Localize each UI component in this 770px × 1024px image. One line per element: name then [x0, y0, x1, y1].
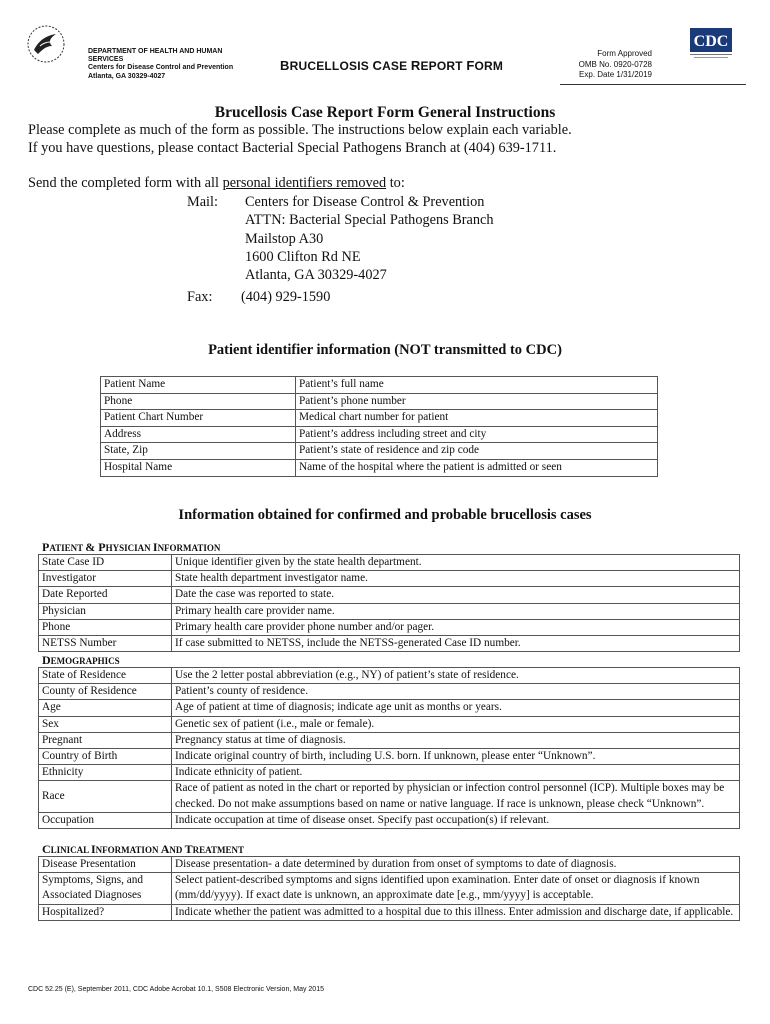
table-cell-description: Race of patient as noted in the chart or reported by physician or infection control personnel (ICP). Multiple boxes may be checked. Do not make assumptions based on name or native language. If race is unknown, please check “Unknown”.: [172, 781, 740, 812]
clinical-table: [38, 856, 740, 921]
expiration-date: Exp. Date 1/31/2019: [579, 70, 652, 79]
form-approved-text: Form Approved: [597, 49, 652, 58]
mail-line-5: Atlanta, GA 30329-4027: [245, 267, 387, 283]
form-title-part-1: RUCELLOSIS: [289, 59, 373, 73]
table-cell-label: Symptoms, Signs, and Associated Diagnoses: [39, 873, 172, 904]
table-row: [39, 636, 740, 652]
header-divider: [560, 84, 746, 85]
table-cell-description: Disease presentation- a date determined by duration from onset of symptoms to date of diagnosis.: [172, 857, 740, 873]
table-cell-description: Primary health care provider name.: [172, 603, 740, 619]
heading-cap: A: [160, 842, 170, 856]
table-row: [101, 426, 658, 443]
table-row: [101, 459, 658, 476]
fax-number: (404) 929-1590: [241, 289, 331, 305]
table-cell-description: Name of the hospital where the patient is admitted or seen: [296, 459, 658, 476]
table-cell-description: State health department investigator name.: [172, 571, 740, 587]
table-cell-label: Age: [39, 700, 172, 716]
demographics-table: [38, 667, 740, 829]
mail-line-2: ATTN: Bacterial Special Pathogens Branch: [245, 212, 494, 228]
instructions-line-1: Please complete as much of the form as possible. The instructions below explain each variable.: [28, 122, 572, 138]
table-row: [39, 555, 740, 571]
omb-block: [560, 49, 652, 81]
table-cell-description: Genetic sex of patient (i.e., male or female).: [172, 716, 740, 732]
table-cell-label: State Case ID: [39, 555, 172, 571]
heading-small: ATIENT: [49, 543, 86, 553]
table-cell-label: Occupation: [39, 812, 172, 828]
table-row: [101, 377, 658, 394]
table-row: [101, 393, 658, 410]
heading-cap: D: [42, 653, 51, 667]
heading-cap: I: [90, 842, 96, 856]
table-row: [39, 587, 740, 603]
table-row: [39, 700, 740, 716]
heading-cap: I: [152, 540, 158, 554]
form-title-cap-f: F: [466, 58, 475, 73]
table-cell-description: Use the 2 letter postal abbreviation (e.g., NY) of patient’s state of residence.: [172, 668, 740, 684]
form-title-part-4: ORM: [474, 59, 504, 73]
heading-small: EMOGRAPHICS: [50, 656, 120, 666]
table-row: [39, 857, 740, 873]
table-row: [39, 668, 740, 684]
table-row: [101, 410, 658, 427]
dept-line-4: Atlanta, GA 30329-4027: [88, 72, 166, 80]
table-cell-description: Age of patient at time of diagnosis; indicate age unit as months or years.: [172, 700, 740, 716]
table-cell-description: Indicate occupation at time of disease onset. Specify past occupation(s) if relevant.: [172, 812, 740, 828]
table-cell-description: Select patient-described symptoms and signs identified upon examination. Enter date of onset or diagnosis if known (mm/dd/yyyy). If exact date is unknown, an approximate date [e.g., mm/yyyy] is acceptable.: [172, 873, 740, 904]
heading-cap: P: [42, 540, 50, 554]
table-row: [39, 904, 740, 920]
table-cell-label: Ethnicity: [39, 765, 172, 781]
heading-small: ND: [169, 845, 185, 855]
instructions-line-2: If you have questions, please contact Bacterial Special Pathogens Branch at (404) 639-1711.: [28, 140, 557, 156]
table-row: [101, 443, 658, 460]
send-pre: Send the completed form with all: [28, 175, 223, 191]
cdc-logo: [688, 28, 734, 62]
table-cell-label: NETSS Number: [39, 636, 172, 652]
form-footer: CDC 52.25 (E), September 2011, CDC Adobe Acrobat 10.1, S508 Electronic Version, May 2015: [28, 986, 324, 993]
table-cell-label: County of Residence: [39, 684, 172, 700]
table-cell-label: State of Residence: [39, 668, 172, 684]
heading-small: NFORMATION: [157, 543, 221, 553]
department-block: [88, 48, 268, 81]
table-cell-label: Hospital Name: [101, 459, 296, 476]
patient-identifier-title: Patient identifier information (NOT transmitted to CDC): [208, 342, 562, 358]
heading-cap: P: [95, 540, 106, 554]
send-post: to:: [386, 175, 405, 191]
cdc-logo-text: CDC: [693, 33, 729, 50]
table-cell-label: Country of Birth: [39, 749, 172, 765]
table-cell-description: Pregnancy status at time of diagnosis.: [172, 732, 740, 748]
dept-line-3: Centers for Disease Control and Prevention: [88, 64, 234, 72]
mail-label: Mail:: [187, 194, 218, 210]
table-row: [39, 781, 740, 812]
table-row: [39, 716, 740, 732]
table-cell-label: Investigator: [39, 571, 172, 587]
heading-small: LINICAL: [50, 845, 91, 855]
hhs-eagle-logo: [26, 24, 66, 64]
form-title-part-2: ASE: [382, 59, 411, 73]
table-row: [39, 812, 740, 828]
table-cell-label: Sex: [39, 716, 172, 732]
send-underlined: personal identifiers removed: [222, 175, 387, 191]
table-row: [39, 684, 740, 700]
table-cell-label: Date Reported: [39, 587, 172, 603]
heading-small: HYSICIAN: [105, 543, 153, 553]
demographics-heading: [42, 653, 120, 668]
table-cell-label: State, Zip: [101, 443, 296, 460]
table-cell-label: Phone: [101, 393, 296, 410]
table-cell-description: Patient’s full name: [296, 377, 658, 394]
dept-line-1: DEPARTMENT OF HEALTH AND HUMAN: [88, 48, 223, 55]
table-row: [39, 619, 740, 635]
table-cell-label: Physician: [39, 603, 172, 619]
table-cell-description: Indicate original country of birth, including U.S. born. If unknown, please enter “Unknown”.: [172, 749, 740, 765]
heading-cap: C: [42, 842, 51, 856]
patient-physician-table: [38, 554, 740, 652]
table-cell-label: Address: [101, 426, 296, 443]
form-title-cap-r: R: [410, 58, 421, 73]
table-cell-label: Disease Presentation: [39, 857, 172, 873]
form-title-part-3: EPORT: [420, 59, 467, 73]
omb-number: OMB No. 0920-0728: [578, 59, 652, 69]
table-cell-label: Pregnant: [39, 732, 172, 748]
mail-line-1: Centers for Disease Control & Prevention: [245, 194, 485, 210]
table-row: [39, 732, 740, 748]
form-title-cap-b: B: [280, 58, 290, 73]
heading-small: REATMENT: [192, 845, 244, 855]
fax-label: Fax:: [187, 289, 213, 305]
patient-physician-heading: [42, 540, 220, 555]
clinical-heading: [42, 842, 244, 857]
table-row: [39, 603, 740, 619]
table-cell-label: Patient Name: [101, 377, 296, 394]
table-cell-description: Primary health care provider phone number and/or pager.: [172, 619, 740, 635]
form-title: [280, 58, 503, 73]
table-cell-description: Unique identifier given by the state health department.: [172, 555, 740, 571]
table-cell-label: Patient Chart Number: [101, 410, 296, 427]
table-cell-description: If case submitted to NETSS, include the NETSS-generated Case ID number.: [172, 636, 740, 652]
patient-identifier-table: [100, 376, 658, 477]
heading-small: NFORMATION: [95, 845, 161, 855]
table-cell-description: Date the case was reported to state.: [172, 587, 740, 603]
table-cell-description: Indicate whether the patient was admitted to a hospital due to this illness. Enter admission and discharge date, if applicable.: [172, 904, 740, 920]
table-cell-description: Medical chart number for patient: [296, 410, 658, 427]
table-row: [39, 765, 740, 781]
table-row: [39, 873, 740, 904]
table-cell-description: Patient’s state of residence and zip code: [296, 443, 658, 460]
mail-line-4: 1600 Clifton Rd NE: [245, 249, 361, 265]
table-row: [39, 749, 740, 765]
table-cell-label: Hospitalized?: [39, 904, 172, 920]
table-cell-label: Race: [39, 781, 172, 812]
dept-line-2: SERVICES: [88, 56, 124, 64]
form-title-cap-c: C: [372, 58, 383, 73]
info-section-title: Information obtained for confirmed and probable brucellosis cases: [178, 507, 592, 523]
heading-cap: &: [85, 540, 96, 554]
mail-line-3: Mailstop A30: [245, 231, 324, 247]
table-cell-description: Patient’s address including street and city: [296, 426, 658, 443]
instructions-title: Brucellosis Case Report Form General Instructions: [214, 104, 556, 121]
heading-cap: T: [184, 842, 193, 856]
table-cell-description: Patient’s county of residence.: [172, 684, 740, 700]
table-cell-description: Patient’s phone number: [296, 393, 658, 410]
table-row: [39, 571, 740, 587]
send-instructions: [28, 175, 405, 192]
table-cell-label: Phone: [39, 619, 172, 635]
table-cell-description: Indicate ethnicity of patient.: [172, 765, 740, 781]
